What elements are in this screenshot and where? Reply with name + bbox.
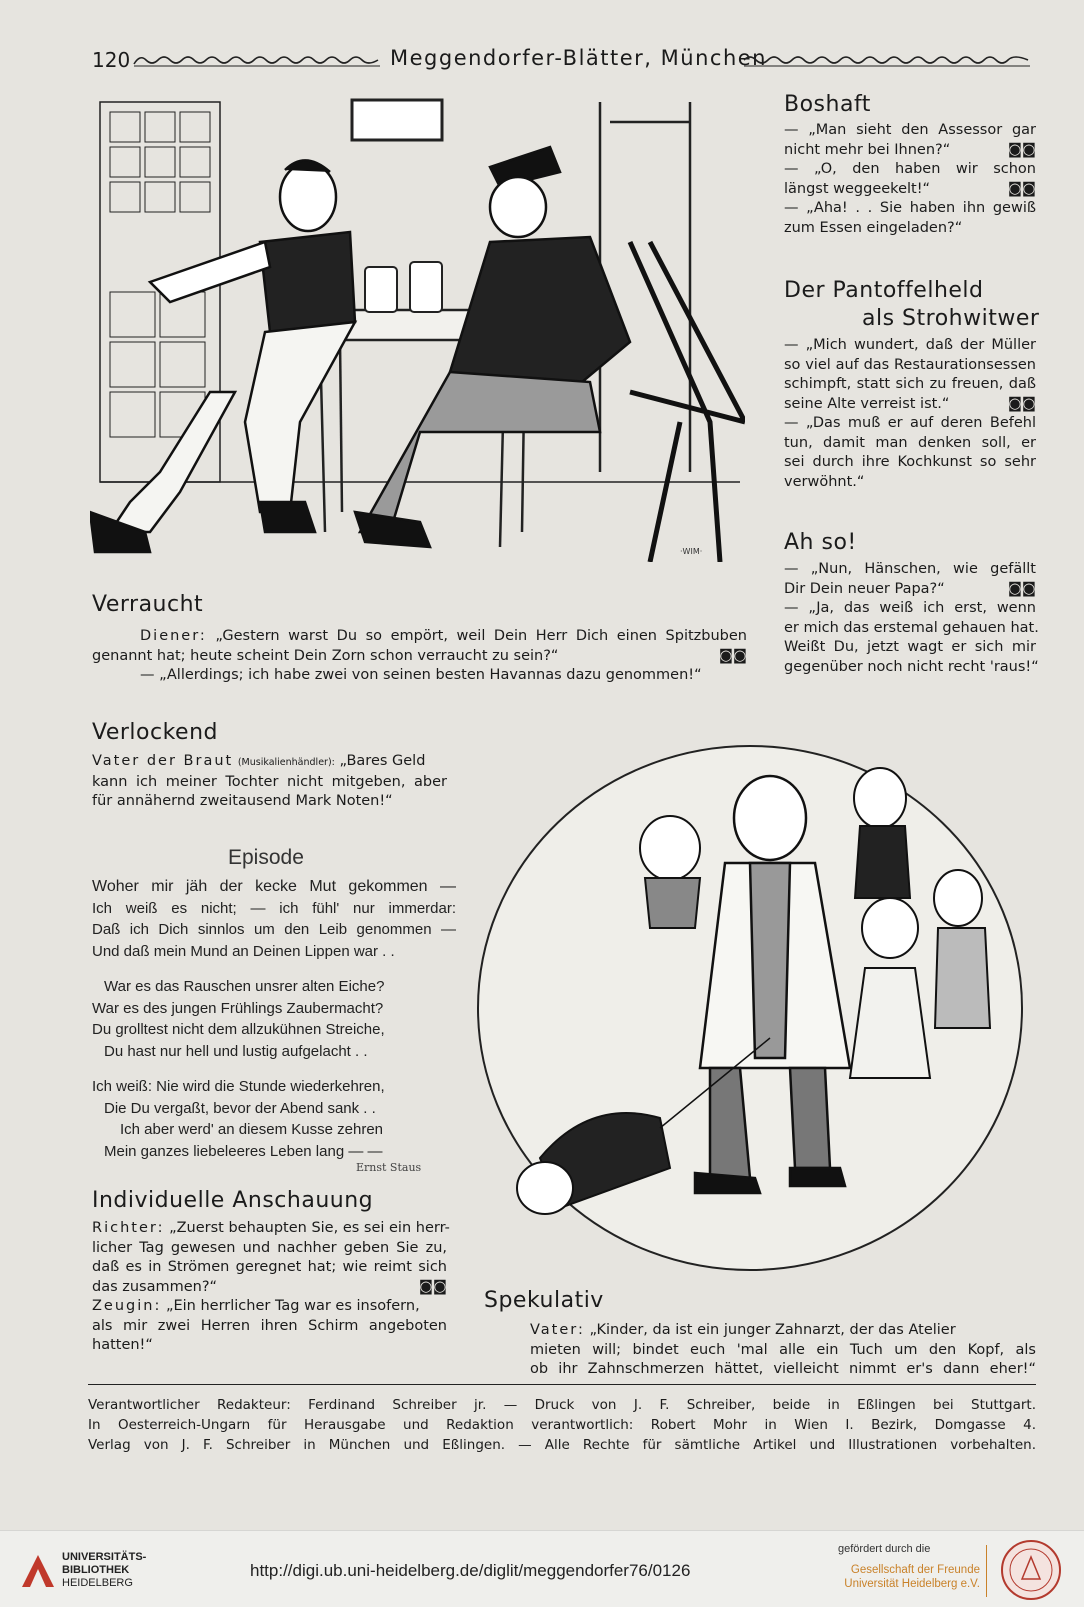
boshaft-line: — „O, den haben wir schon [784, 161, 1036, 177]
episode-author: Ernst Staus [356, 1161, 422, 1174]
girl-top-figure [854, 768, 910, 898]
sponsor-name: Gesellschaft der Freunde Universität Heidelberg e.V. [844, 1564, 980, 1590]
poem-line: Ich weiß: Nie wird die Stunde wiederkehren, [92, 1078, 385, 1095]
library-logo-icon [18, 1551, 58, 1591]
pantoffel-line: — „Das muß er auf deren Befehl [784, 415, 1036, 431]
pantoffel-text [784, 336, 1036, 492]
pantoffel-line: seine Alte verreist ist.“ ◙◙ [784, 395, 1036, 412]
spekulativ-line: ob ihr Zahnschmerzen hättet, vielleicht nimmt er's dann eher!“ [530, 1361, 1036, 1377]
poem-line: Daß ich Dich sinnlos um den Leib genommen — [92, 921, 456, 938]
imprint [88, 1395, 1036, 1455]
poem-line: Woher mir jäh der kecke Mut gekommen — [92, 878, 456, 895]
ahso-text [784, 560, 1039, 677]
wall-picture [352, 100, 442, 140]
verraucht-text [92, 627, 747, 686]
spekulativ-line: mieten will; bindet euch 'mal alle ein Tuch um den Kopf, als [530, 1341, 1036, 1358]
permalink-url[interactable]: http://digi.ub.uni-heidelberg.de/diglit/meggendorfer76/0126 [250, 1561, 691, 1580]
poem-line: Du hast nur hell und lustig aufgelacht . . [104, 1042, 368, 1060]
verlockend-line: für annähernd zweitausend Mark Noten!“ [92, 793, 393, 809]
individuelle-line: Zeugin: „Ein herrlicher Tag war es insofern, [92, 1298, 420, 1314]
spekulativ-title: Spekulativ [484, 1288, 604, 1313]
individuelle-text [92, 1219, 450, 1356]
ahso-title: Ah so! [784, 530, 857, 555]
girl-figure [850, 898, 930, 1078]
boshaft-text [784, 121, 1036, 238]
individuelle-line: als mir zwei Herren ihren Schirm angeboten [92, 1317, 447, 1334]
ahso-line: — „Ja, das weiß ich erst, wenn [784, 600, 1036, 616]
pantoffel-line: — „Mich wundert, daß der Müller [784, 337, 1036, 353]
ahso-line: — „Nun, Hänschen, wie gefällt [784, 561, 1036, 577]
individuelle-line: das zusammen?“ ◙◙ [92, 1278, 447, 1295]
boy-figure [934, 870, 990, 1028]
verraucht-title: Verraucht [92, 592, 204, 617]
poem-line: War es des jungen Frühlings Zaubermacht? [92, 999, 384, 1017]
poem-line: War es das Rauschen unsrer alten Eiche? [104, 978, 385, 995]
imprint-line: Verantwortlicher Redakteur: Ferdinand Schreiber jr. — Druck von J. F. Schreiber, beide in Eßlingen bei Stuttgart. [88, 1397, 1036, 1413]
library-name: UNIVERSITÄTS- BIBLIOTHEK HEIDELBERG [62, 1551, 147, 1589]
episode-poem [92, 876, 456, 1162]
verlockend-line: Vater der Braut (Musikalienhändler): „Bares Geld [92, 753, 426, 769]
poem-line: Du grolltest nicht dem allzukühnen Streiche, [92, 1021, 385, 1038]
baby-figure [640, 816, 700, 928]
episode-title: Episode [228, 846, 304, 869]
boshaft-line: zum Essen eingeladen?“ [784, 219, 963, 236]
individuelle-title: Individuelle Anschauung [92, 1188, 374, 1213]
ahso-line: er mich das erstemal gehauen hat. [784, 619, 1039, 636]
sponsor-label: gefördert durch die [838, 1543, 931, 1555]
imprint-line: Verlag von J. F. Schreiber in München und Eßlingen. — Alle Rechte für sämtliche Artikel und Illustrationen vorbehalten. [88, 1437, 1036, 1453]
header-ornament-left [132, 52, 382, 68]
pantoffel-line: sei durch ihre Kochkunst so sehr [784, 454, 1036, 470]
verlockend-text [92, 752, 447, 812]
boshaft-line: nicht mehr bei Ihnen?“ ◙◙ [784, 141, 1036, 158]
verraucht-line: Diener: „Gestern warst Du so empört, weil Dein Herr Dich einen Spitzbuben [140, 628, 747, 644]
sponsor-divider [986, 1545, 987, 1597]
boshaft-line: längst weggeekelt!“ ◙◙ [784, 180, 1036, 197]
boshaft-title: Boshaft [784, 92, 871, 117]
family-illustration [470, 738, 1030, 1278]
university-seal-icon [1000, 1539, 1062, 1601]
poem-line: Ich aber werd' an diesem Kusse zehren [120, 1121, 384, 1138]
imprint-line: In Oesterreich-Ungarn für Herausgabe und Redaktion verantwortlich: Robert Mohr in Wien I. Bezirk, Domgasse 4. [88, 1417, 1036, 1433]
spekulativ-line: Vater: „Kinder, da ist ein junger Zahnarzt, der das Atelier [530, 1322, 956, 1338]
illustration-signature: ·WIM· [680, 547, 703, 556]
pantoffel-line: tun, damit man denken soll, er [784, 434, 1036, 451]
page-title: Meggendorfer-Blätter, München [390, 46, 767, 70]
poem-line: Und daß mein Mund an Deinen Lippen war . . [92, 942, 395, 960]
verraucht-line: genannt hat; heute scheint Dein Zorn schon verraucht zu sein?“ ◙◙ [92, 647, 747, 664]
boshaft-line: — „Man sieht den Assessor gar [784, 122, 1036, 138]
digitization-footer [0, 1530, 1084, 1607]
verraucht-line: — „Allerdings; ich habe zwei von seinen besten Havannas dazu genommen!“ [140, 667, 702, 683]
individuelle-line: licher Tag gewesen und nachher geben Sie zu, [92, 1239, 447, 1256]
spekulativ-text [530, 1321, 1036, 1380]
poem-line: Mein ganzes liebeleeres Leben lang — — [104, 1142, 383, 1160]
verlockend-title: Verlockend [92, 720, 218, 745]
header-ornament-right [742, 52, 1032, 68]
tavern-illustration [90, 92, 745, 562]
verlockend-line: kann ich meiner Tochter nicht mitgeben, aber [92, 773, 447, 790]
individuelle-line: Richter: „Zuerst behaupten Sie, es sei ein herr- [92, 1220, 450, 1236]
poem-line: Ich weiß es nicht; — ich fühl' nur immerdar: [92, 899, 456, 917]
individuelle-line: daß es in Strömen geregnet hat; wie reimt sich [92, 1259, 447, 1275]
poem-line: Die Du vergaßt, bevor der Abend sank . . [104, 1099, 376, 1117]
ahso-line: Weißt Du, jetzt wagt er sich mir [784, 639, 1036, 655]
pantoffel-line: verwöhnt.“ [784, 473, 865, 490]
ahso-line: gegenüber noch nicht recht 'raus!“ [784, 658, 1039, 675]
imprint-divider [88, 1384, 1036, 1385]
ahso-line: Dir Dein neuer Papa?“ ◙◙ [784, 580, 1036, 597]
boshaft-line: — „Aha! . . Sie haben ihn gewiß [784, 200, 1036, 216]
individuelle-line: hatten!“ [92, 1337, 153, 1353]
pantoffel-line: schimpft, statt sich zu freuen, daß [784, 376, 1036, 392]
page-number: 120 [92, 48, 131, 72]
pantoffel-title-1: Der Pantoffelheld [784, 278, 984, 303]
pantoffel-title-2: als Strohwitwer [862, 306, 1040, 331]
pantoffel-line: so viel auf das Restaurationsessen [784, 356, 1036, 373]
